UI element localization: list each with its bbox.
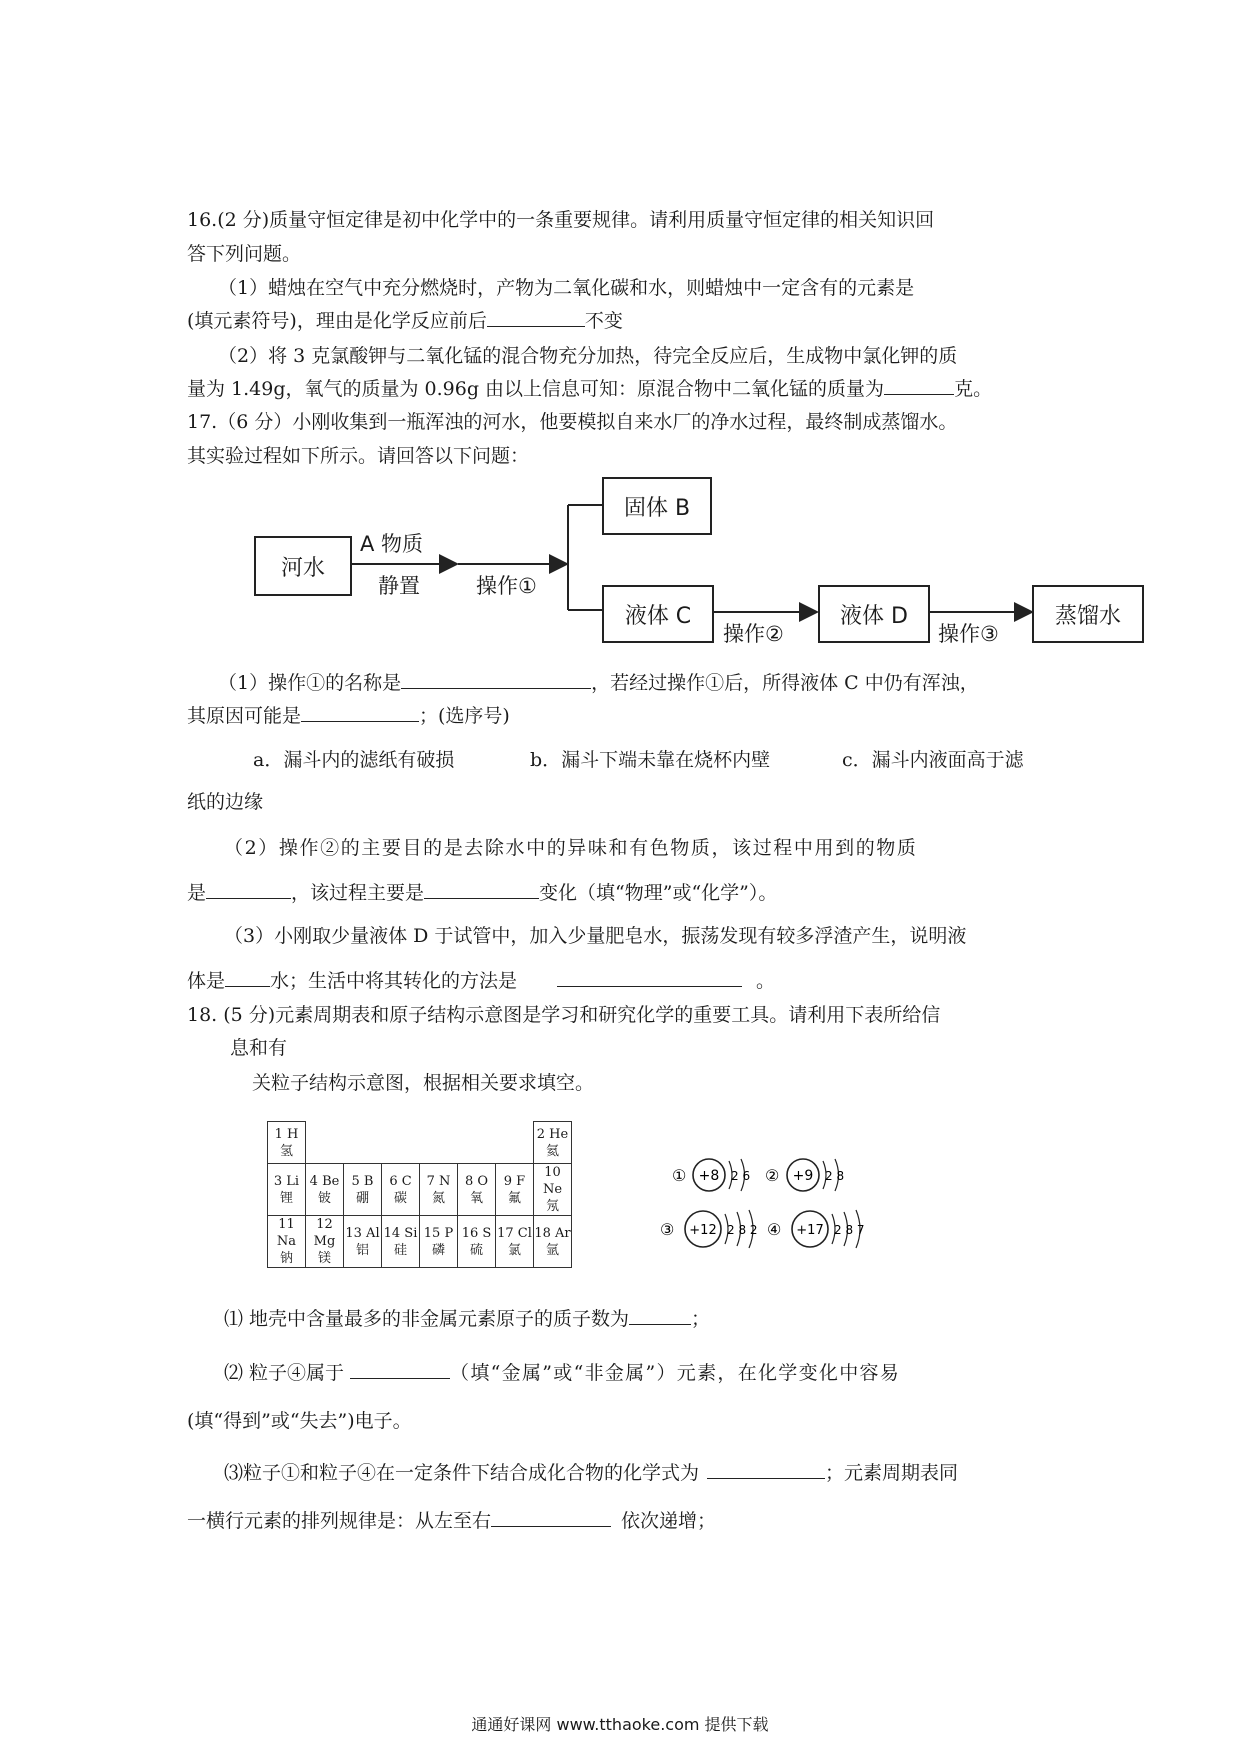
svg-text:②: ② [765,1166,780,1185]
q17-part1-text: （1）操作①的名称是 [218,672,402,694]
q16-header-cont: 答下列问题。 [187,243,302,265]
svg-text:2 8 2: 2 8 2 [727,1223,758,1237]
element-cell-h: 1 H 氢 [268,1122,306,1164]
q16-part1-text: (填元素符号)，理由是化学反应前后 [187,310,487,332]
q17-part2-text3: 变化（填“物理”或“化学”）。 [539,882,778,904]
element-cell-cl: 17 Cl 氯 [496,1216,534,1268]
svg-text:2 8: 2 8 [825,1169,845,1183]
element-cell-mg: 12 Mg 镁 [306,1216,344,1268]
element-cell-al: 13 Al 铝 [344,1216,382,1268]
q17-part1-text4: ；(选序号) [419,705,510,727]
q17-header: 17.（6 分）小刚收集到一瓶浑浊的河水，他要模拟自来水厂的净水过程，最终制成蒸馏水。 [187,411,958,433]
element-cell-si: 14 Si 硅 [382,1216,420,1268]
q16-part2: （2）将 3 克氯酸钾与二氧化锰的混合物充分加热，待完全反应后，生成物中氯化钾的质 [218,345,958,367]
element-cell-s: 16 S 硫 [458,1216,496,1268]
q16-part1-end: 不变 [584,310,623,332]
q18-header-cont2: 关粒子结构示意图，根据相关要求填空。 [252,1072,595,1094]
svg-text:+8: +8 [698,1168,720,1184]
q17-part2-text2: ，该过程主要是 [291,882,425,904]
element-cell-n: 7 N 氮 [420,1164,458,1216]
q18-part1-end: ； [691,1308,711,1330]
q17-header-cont: 其实验过程如下所示。请回答以下问题： [187,445,530,467]
q18-part1 [224,1306,710,1331]
flow-box-river: 河水 [254,536,352,596]
atom-diagram-2 [765,1159,844,1191]
flow-label-op2: 操作② [723,622,784,646]
flow-label-static: 静置 [378,574,420,598]
element-cell-ne: 10 Ne 氖 [534,1164,572,1216]
q18-part3-text: ⑶粒子①和粒子④在一定条件下结合成化合物的化学式为 [224,1462,700,1484]
q17-part3: （3）小刚取少量液体 D 于试管中，加入少量肥皂水，振荡发现有较多浮渣产生，说明液 [224,925,967,947]
q18-header: 18. (5 分)元素周期表和原子结构示意图是学习和研究化学的重要工具。请利用下表所给信 [187,1004,941,1026]
atom-diagram-3 [660,1210,758,1248]
flow-box-distilled: 蒸馏水 [1032,585,1144,643]
flow-label-op3: 操作③ [938,622,999,646]
q17-part3-text2: 水；生活中将其转化的方法是 [270,970,518,992]
q18-part2-line2: (填“得到”或“失去”)电子。 [187,1410,412,1432]
q18-part3-text3: 一横行元素的排列规律是：从左至右 [187,1510,492,1532]
flow-box-liquid-c: 液体 C [602,585,714,643]
q16-header: 16.(2 分)质量守恒定律是初中化学中的一条重要规律。请利用质量守恒定律的相关知识回 [187,209,935,231]
q18-part3 [224,1460,958,1485]
element-cell-li: 3 Li 锂 [268,1164,306,1216]
q18-part2-text2: （填“金属”或“非金属”）元素，在化学变化中容易 [450,1362,901,1384]
page-footer: 通通好课网 www.tthaoke.com 提供下载 [471,1715,769,1734]
q17-part2: （2）操作②的主要目的是去除水中的异味和有色物质，该过程中用到的物质 [224,837,918,859]
element-cell-he: 2 He 氦 [534,1122,572,1164]
q17-part3-text: 体是 [187,970,226,992]
element-cell-na: 11 Na 钠 [268,1216,306,1268]
q18-part1-text: ⑴ 地壳中含量最多的非金属元素原子的质子数为 [224,1308,630,1330]
element-cell-c: 6 C 碳 [382,1164,420,1216]
q17-part3-text3: 。 [756,970,776,992]
svg-text:①: ① [672,1166,687,1185]
q17-option-c: c．漏斗内液面高于滤 [842,749,1024,771]
element-cell-o: 8 O 氧 [458,1164,496,1216]
q18-part2 [224,1360,900,1385]
q18-answer-blank-3[interactable] [707,1460,825,1479]
q18-answer-blank-1[interactable] [629,1306,691,1325]
q17-part1-text2: ，若经过操作①后，所得液体 C 中仍有浑浊， [591,672,979,694]
element-cell-p: 15 P 磷 [420,1216,458,1268]
svg-text:2 8 7: 2 8 7 [834,1223,865,1237]
q18-part3-line2 [187,1508,716,1533]
q17-option-b: b．漏斗下端未靠在烧杯内壁 [530,749,771,771]
q16-part1: （1）蜡烛在空气中充分燃烧时，产物为二氧化碳和水，则蜡烛中一定含有的元素是 [218,277,915,299]
svg-text:+9: +9 [792,1168,814,1184]
svg-text:+17: +17 [796,1223,824,1238]
q17-option-a: a．漏斗内的滤纸有破损 [253,749,455,771]
q17-option-c-cont: 纸的边缘 [187,791,264,813]
flow-box-solid-b: 固体 B [602,477,712,535]
q17-part1-text3: 其原因可能是 [187,705,302,727]
flow-label-a-substance: A 物质 [360,532,424,556]
q18-answer-blank-4[interactable] [491,1508,611,1527]
element-cell-b: 5 B 硼 [344,1164,382,1216]
q18-part2-text: ⑵ 粒子④属于 [224,1362,345,1384]
q16-part2-text: 量为 1.49g，氧气的质量为 0.96g 由以上信息可知：原混合物中二氧化锰的质量为 [187,378,885,400]
atom-diagram-4 [767,1210,865,1248]
atom-diagram-1 [672,1159,750,1191]
q18-answer-blank-2[interactable] [350,1360,450,1379]
q18-header-cont: 息和有 [230,1037,288,1059]
svg-text:+12: +12 [689,1223,717,1238]
flow-box-liquid-d: 液体 D [818,585,930,643]
q17-part2-text: 是 [187,882,207,904]
svg-text:2 6: 2 6 [731,1169,751,1183]
flow-label-op1: 操作① [476,574,537,598]
q18-part3-text4: 依次递增； [621,1510,717,1532]
svg-text:③: ③ [660,1220,675,1239]
q18-part3-text2: ；元素周期表同 [825,1462,959,1484]
element-cell-f: 9 F 氟 [496,1164,534,1216]
svg-text:④: ④ [767,1220,782,1239]
q16-part2-end: 克。 [954,378,993,400]
element-cell-be: 4 Be 铍 [306,1164,344,1216]
element-cell-ar: 18 Ar 氩 [534,1216,572,1268]
